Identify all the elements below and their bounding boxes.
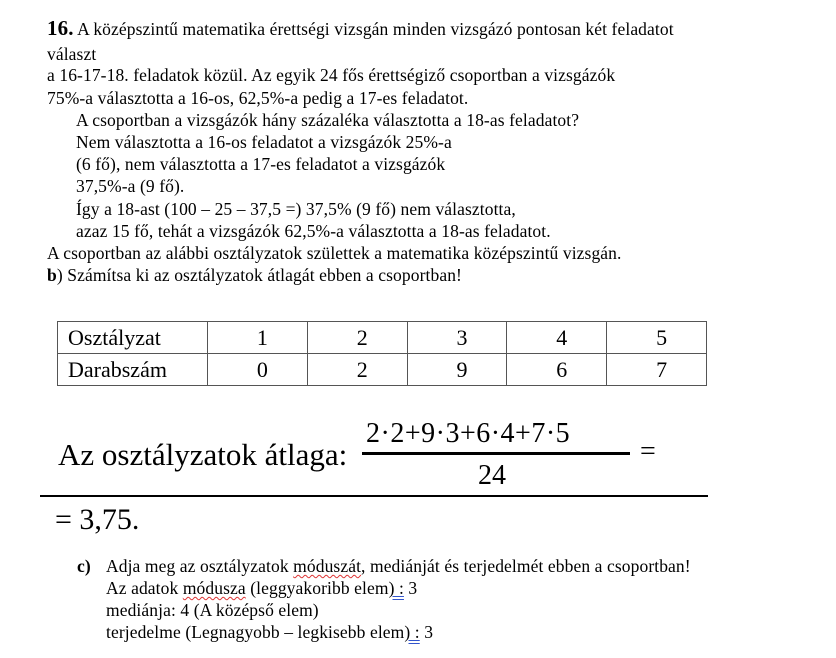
- table-cell: 0: [208, 354, 308, 386]
- part-b-question: b) Számítsa ki az osztályzatok átlagát ebben a csoportban!: [47, 265, 462, 285]
- problem-line-4: 75%-a választotta a 16-os, 62,5%-a pedig a 17-es feladatot.: [47, 88, 469, 108]
- fraction-bar: [362, 452, 630, 455]
- table-cell: 1: [208, 322, 308, 354]
- formula-result: = 3,75.: [55, 503, 140, 536]
- problem-line-9: Így a 18-ast (100 – 25 – 37,5 =) 37,5% (9 fő) nem választotta,: [76, 199, 516, 219]
- problem-line-5: A csoportban a vizsgázók hány százaléka választotta a 18-as feladatot?: [76, 110, 580, 130]
- part-c-question: Adja meg az osztályzatok móduszát, mediánját és terjedelmét ebben a csoportban!: [106, 556, 691, 576]
- fraction-denominator: 24: [478, 460, 506, 491]
- grades-table: [57, 321, 707, 386]
- table-cell: 4: [507, 322, 607, 354]
- row-header: Darabszám: [58, 354, 208, 386]
- problem-line-1: 16. A középszintű matematika érettségi vizsgán minden vizsgázó pontosan két feladatot: [47, 16, 674, 40]
- table-cell: 7: [607, 354, 707, 386]
- problem-number: 16.: [47, 16, 74, 40]
- table-cell: 2: [307, 322, 407, 354]
- grammar-mark: ) :: [404, 622, 420, 642]
- grammar-mark: ) :: [388, 578, 404, 598]
- part-c-label: c): [77, 556, 91, 576]
- table-cell: 3: [407, 322, 507, 354]
- problem-line-3: a 16-17-18. feladatok közül. Az egyik 24 fős érettségiző csoportban a vizsgázók: [47, 65, 616, 85]
- table-cell: 6: [507, 354, 607, 386]
- problem-line-2: választ: [47, 44, 97, 64]
- equals-sign: =: [640, 436, 656, 467]
- row-header: Osztályzat: [58, 322, 208, 354]
- median-answer: mediánja: 4 (A középső elem): [106, 600, 319, 620]
- table-row: [58, 354, 707, 386]
- fraction-numerator: 2·2+9·3+6·4+7·5: [366, 418, 571, 449]
- table-cell: 9: [407, 354, 507, 386]
- spellcheck-mark: módusza: [182, 578, 246, 598]
- spellcheck-mark: móduszát: [293, 556, 362, 576]
- problem-line-8: 37,5%-a (9 fő).: [76, 176, 185, 196]
- mode-answer: Az adatok módusza (leggyakoribb elem) : 3: [106, 578, 418, 598]
- table-cell: 2: [307, 354, 407, 386]
- table-row: [58, 322, 707, 354]
- problem-line-10: azaz 15 fő, tehát a vizsgázók 62,5%-a választotta a 18-as feladatot.: [76, 221, 551, 241]
- table-cell: 5: [607, 322, 707, 354]
- part-b-label: b: [47, 265, 57, 285]
- formula-label: Az osztályzatok átlaga:: [58, 437, 348, 472]
- problem-line-7: (6 fő), nem választotta a 17-es feladatot a vizsgázók: [76, 154, 446, 174]
- problem-line-11: A csoportban az alábbi osztályzatok születtek a matematika középszintű vizsgán.: [47, 243, 622, 263]
- part-c-label-line: [77, 556, 91, 576]
- horizontal-rule: [40, 495, 708, 497]
- problem-line-6: Nem választotta a 16-os feladatot a vizsgázók 25%-a: [76, 132, 452, 152]
- range-answer: terjedelme (Legnagyobb – legkisebb elem) : 3: [106, 622, 434, 642]
